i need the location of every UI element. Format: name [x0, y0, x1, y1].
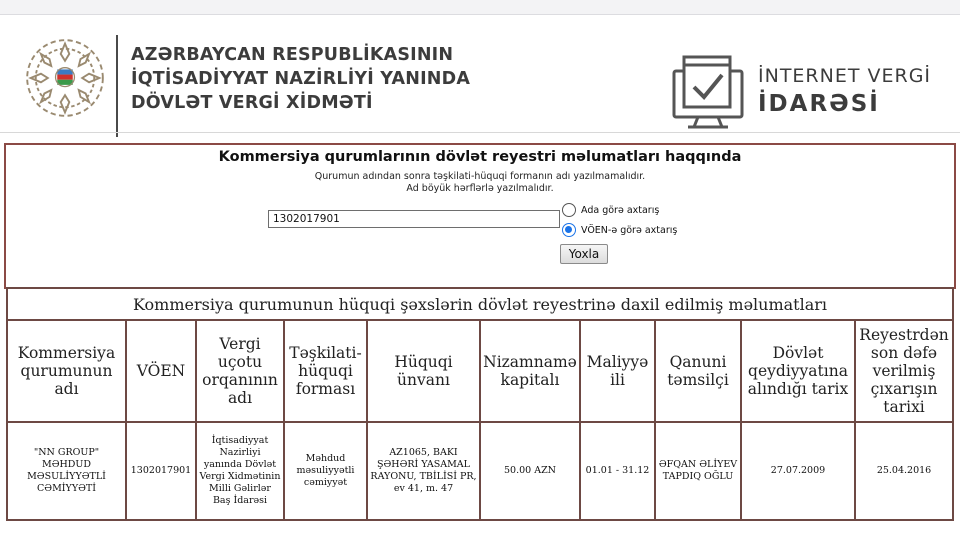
cell-legal-representative: ƏFQAN ƏLİYEV TAPDIQ OĞLU — [655, 422, 741, 520]
radio-button-voen[interactable] — [562, 223, 576, 237]
cell-last-extract-date: 25.04.2016 — [855, 422, 953, 520]
cell-legal-form: Məhdud məsuliyyətli cəmiyyət — [284, 422, 367, 520]
site-header — [0, 15, 960, 130]
table-header-row — [7, 320, 953, 422]
radio-name-label: Ada görə axtarış — [581, 204, 660, 216]
column-header: Maliyyə ili — [580, 320, 655, 422]
check-button[interactable]: Yoxla — [560, 244, 608, 264]
cell-fiscal-year: 01.01 - 31.12 — [580, 422, 655, 520]
portal-line-1: İNTERNET VERGİ — [758, 65, 932, 87]
results-table — [6, 287, 954, 521]
column-header: Reyestrdən son dəfə verilmiş çıxarışın tarixi — [855, 320, 953, 422]
column-header: Nizamnamə kapitalı — [480, 320, 580, 422]
org-line-3: DÖVLƏT VERGİ XİDMƏTİ — [131, 93, 373, 113]
form-note-1: Qurumun adından sonra təşkilati-hüquqi formanın adı yazılmamalıdır. — [314, 171, 646, 182]
cell-voen: 1302017901 — [126, 422, 196, 520]
state-emblem-icon — [22, 35, 108, 121]
column-header: Qanuni təmsilçi — [655, 320, 741, 422]
cell-registration-date: 27.07.2009 — [741, 422, 855, 520]
organization-name — [131, 43, 470, 115]
search-input[interactable] — [268, 210, 560, 228]
monitor-checkmark-icon — [672, 53, 744, 129]
cell-charter-capital: 50.00 AZN — [480, 422, 580, 520]
header-divider — [116, 35, 118, 137]
portal-name — [758, 62, 931, 118]
org-line-2: İQTİSADİYYAT NAZİRLİYİ YANINDA — [131, 69, 471, 89]
form-title: Kommersiya qurumlarının dövlət reyestri məlumatları haqqında — [218, 149, 742, 165]
header-separator — [0, 132, 960, 133]
radio-button-name[interactable] — [562, 203, 576, 217]
radio-search-by-voen[interactable] — [562, 223, 677, 237]
search-form-panel — [4, 143, 956, 289]
column-header: Kommersiya qurumunun adı — [7, 320, 126, 422]
cell-tax-authority: İqtisadiyyat Nazirliyi yanında Dövlət Vergi Xidmətinin Milli Gəlirlər Baş İdarəsi — [196, 422, 284, 520]
column-header: VÖEN — [126, 320, 196, 422]
cell-company-name: "NN GROUP" MƏHDUD MƏSULİYYƏTLİ CƏMİYYƏTİ — [7, 422, 126, 520]
radio-search-by-name[interactable] — [562, 203, 659, 217]
portal-line-2: İDARƏSİ — [758, 91, 880, 117]
radio-voen-label: VÖEN-ə görə axtarış — [581, 224, 678, 236]
column-header: Təşkilati-hüquqi forması — [284, 320, 367, 422]
org-line-1: AZƏRBAYCAN RESPUBLİKASININ — [131, 45, 454, 65]
column-header: Hüquqi ünvanı — [367, 320, 480, 422]
cell-legal-address: AZ1065, BAKI ŞƏHƏRİ YASAMAL RAYONU, TBİLİSİ PR, ev 41, m. 47 — [367, 422, 480, 520]
table-row — [7, 422, 953, 520]
browser-top-strip — [0, 0, 960, 15]
form-note-2: Ad böyük hərflərlə yazılmalıdır. — [406, 183, 554, 194]
column-header: Vergi uçotu orqanının adı — [196, 320, 284, 422]
results-caption: Kommersiya qurumunun hüquqi şəxslərin dövlət reyestrinə daxil edilmiş məlumatları — [7, 288, 953, 320]
column-header: Dövlət qeydiyyatına alındığı tarix — [741, 320, 855, 422]
